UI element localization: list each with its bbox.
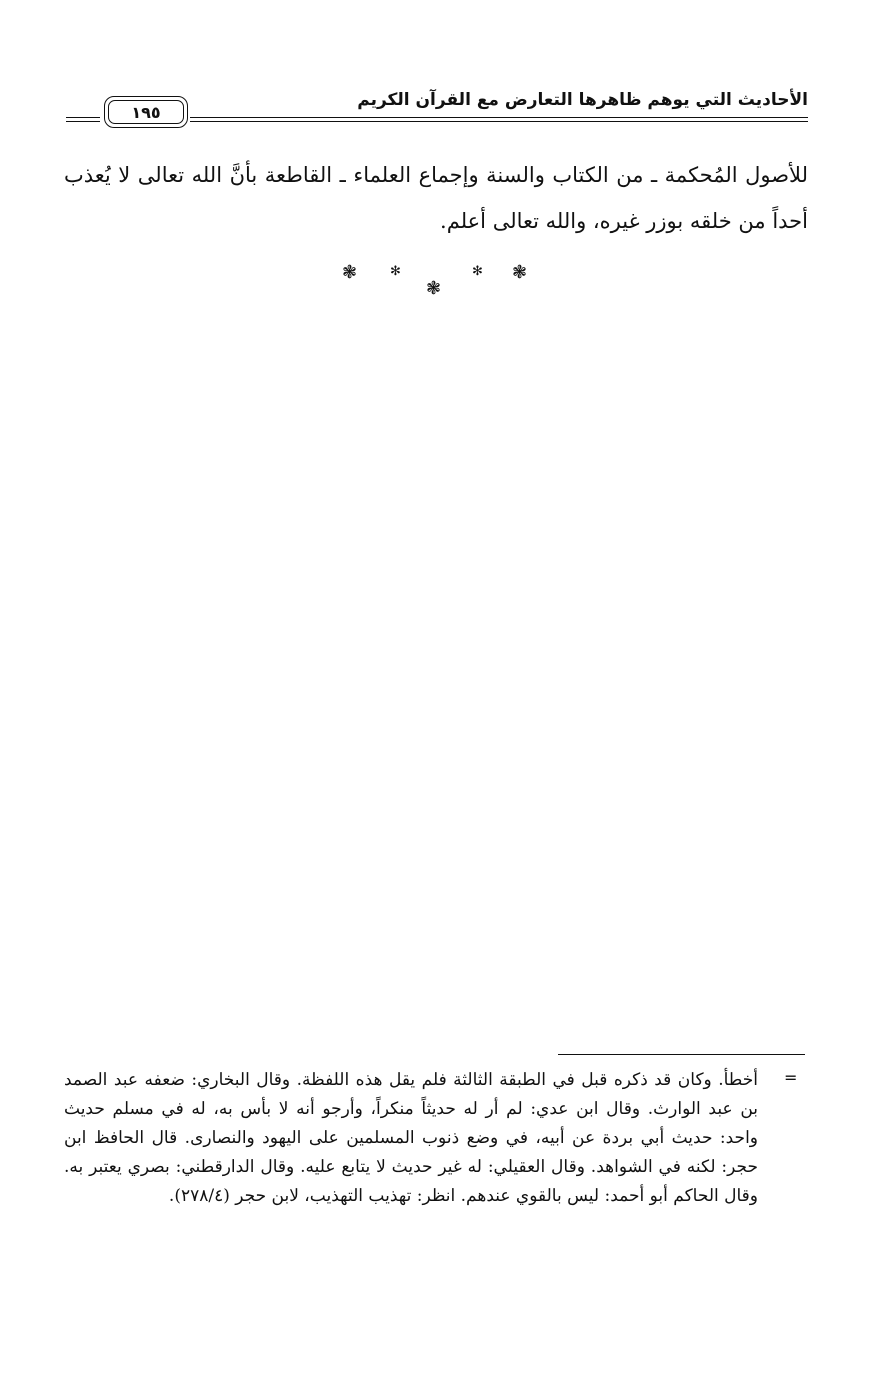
header-rule	[190, 117, 808, 122]
footnote-continuation-marker: =	[784, 1068, 798, 1087]
footnote-rule	[558, 1054, 805, 1055]
running-header	[66, 86, 808, 136]
body-paragraph: للأصول المُحكمة ـ من الكتاب والسنة وإجماع العلماء ـ القاطعة بأنَّ الله تعالى لا يُعذب أحداً من خلقه بوزر غيره، والله تعالى أعلم.	[64, 163, 808, 233]
running-title: الأحاديث التي يوهم ظاهرها التعارض مع القرآن الكريم	[357, 90, 808, 110]
footnote-text: أخطأ. وكان قد ذكره قبل في الطبقة الثالثة فلم يقل هذه اللفظة. وقال البخاري: ضعفه عبد الصمد بن عبد الوارث. وقال ابن عدي: لم أر له حديثاً منكراً، وأرجو أنه لا بأس به، له في مسلم حديث واحد: حديث أبي بردة عن أبيه، في وضع ذنوب المسلمين على اليهود والنصارى. قال الحافظ ابن حجر: لكنه في الشواهد. وقال العقيلي: له غير حديث لا يتابع عليه. وقال الدارقطني: بصري يعتبر به. وقال الحاكم أبو أحمد: ليس بالقوي عندهم. انظر: تهذيب التهذيب، لابن حجر (٢٧٨/٤).	[64, 1070, 758, 1206]
section-separator	[330, 262, 540, 310]
star-ornament-icon: ✻	[472, 264, 483, 279]
flower-ornament-icon: ❃	[342, 262, 358, 283]
star-ornament-icon: ✻	[390, 264, 401, 279]
page-number-frame	[104, 96, 188, 128]
main-text	[64, 152, 808, 244]
page-number: ١٩٥	[108, 100, 184, 124]
flower-ornament-icon: ❃	[426, 278, 442, 299]
header-rule-short	[66, 117, 100, 122]
flower-ornament-icon: ❃	[512, 262, 528, 283]
footnote	[64, 1066, 758, 1211]
